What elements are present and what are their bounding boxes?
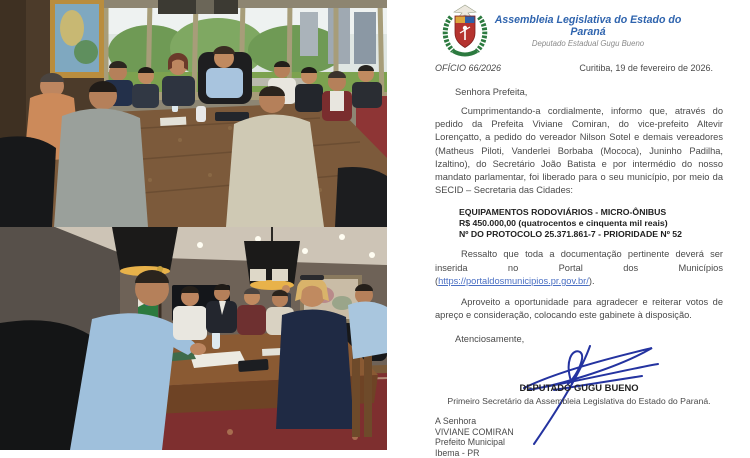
org-subtitle: Deputado Estadual Gugu Bueno bbox=[531, 39, 645, 48]
paragraph-2-post: ). bbox=[588, 275, 595, 286]
letterhead-text bbox=[493, 14, 683, 48]
paragraph-3: Aproveito a oportunidade para agradecer e reiterar votos de apreço e consideração, colocando este gabinete à disposição. bbox=[435, 297, 723, 321]
date-line: Curitiba, 19 de fevereiro de 2026. bbox=[579, 63, 713, 73]
salutation: Senhora Prefeita, bbox=[455, 87, 528, 97]
letterhead bbox=[435, 4, 723, 58]
office-number: OFÍCIO 66/2026 bbox=[435, 63, 502, 73]
addressee-line: Prefeito Municipal bbox=[435, 437, 505, 448]
closing: Atenciosamente, bbox=[455, 334, 525, 345]
addressee-block bbox=[435, 416, 723, 458]
paragraph-2-pre: Ressalto que toda a documentação pertinente deverá ser inserida no Portal dos Municípios ( bbox=[435, 249, 723, 286]
addressee-line: A Senhora bbox=[435, 416, 477, 427]
official-letter bbox=[387, 0, 750, 458]
parana-coat-of-arms-icon bbox=[437, 4, 493, 58]
meeting-photo-top bbox=[0, 0, 387, 227]
signer-name: DEPUTADO GUGU BUENO bbox=[519, 382, 639, 394]
grant-item: EQUIPAMENTOS RODOVIÁRIOS - MICRO-ÔNIBUS bbox=[459, 207, 667, 218]
portal-municipios-link[interactable]: https://portaldosmunicipios.pr.gov.br/ bbox=[438, 275, 589, 286]
grant-value: R$ 450.000,00 (quatrocentos e cinquenta mil reais) bbox=[459, 218, 668, 229]
grant-highlight-block bbox=[459, 207, 723, 240]
meeting-photo-bottom bbox=[0, 227, 387, 450]
org-title: Assembleia Legislativa do Estado do Paraná bbox=[494, 14, 682, 38]
paragraph-2 bbox=[435, 248, 723, 288]
meta-row bbox=[435, 63, 723, 73]
addressee-line: VIVIANE COMIRAN bbox=[435, 426, 514, 437]
addressee-line: Ibema - PR bbox=[435, 447, 480, 458]
signer-title: Primeiro Secretário da Assembleia Legislativa do Estado do Paraná. bbox=[447, 396, 711, 407]
signature-area bbox=[435, 344, 723, 406]
paragraph-1: Cumprimentando-a cordialmente, informo que, através do pedido da Prefeita Viviane Comiran, do vice-prefeito Altevir Lorençatto, a pedido do vereador Nilson Sotel e demais vereadores (Matheus Piloti, Vanderlei Borbaba (Mococa), Juninho Padilha, Izaltino), do Secretário João Batista e por intermédio do nosso mandato parlamentar, foi liberado para o seu município, por meio da SECID – Secretaria das Cidades: bbox=[435, 106, 723, 196]
grant-protocol: Nº DO PROTOCOLO 25.371.861-7 - PRIORIDADE Nº 52 bbox=[459, 229, 682, 240]
